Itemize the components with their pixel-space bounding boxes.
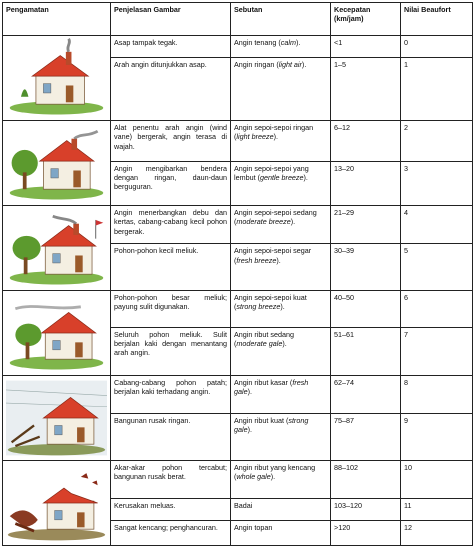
header-penjelasan: Penjelasan Gambar	[111, 3, 231, 36]
observation-description: Alat penentu arah angin (wind vane) bergerak, angin terasa di wajah.	[111, 121, 231, 162]
wind-name-text: Angin ribut kuat (	[234, 416, 289, 426]
beaufort-value: 3	[401, 161, 473, 205]
wind-name-english: whole gale	[236, 472, 271, 482]
table-row	[3, 36, 473, 58]
wind-speed: 62–74	[331, 376, 401, 414]
beaufort-value: 8	[401, 376, 473, 414]
wind-name-text: Angin sepoi-sepoi segar (	[234, 246, 312, 265]
wind-name-tail: ).	[247, 425, 252, 435]
wind-speed: >120	[331, 521, 401, 546]
wind-name	[231, 57, 331, 120]
wind-speed: 6–12	[331, 121, 401, 162]
wind-name-text: Angin sepoi-sepoi yang lembut (	[234, 163, 309, 183]
wind-name	[231, 498, 331, 521]
beaufort-value: 4	[401, 206, 473, 244]
observation-description: Cabang-cabang pohon patah; berjalan kaki terhadang angin.	[111, 376, 231, 414]
beaufort-value: 12	[401, 521, 473, 546]
observation-description: Akar-akar pohon tercabut; bangunan rusak berat.	[111, 461, 231, 499]
beaufort-value: 5	[401, 244, 473, 291]
observation-description: Seluruh pohon meliuk. Sulit berjalan kaki dengan menantang arah angin.	[111, 327, 231, 375]
wind-speed: 51–61	[331, 327, 401, 375]
beaufort-value: 7	[401, 327, 473, 375]
wind-name-tail: ).	[280, 302, 285, 312]
observation-description: Angin mengibarkan bendera dengan ringan, daun-daun berguguran.	[111, 161, 231, 205]
wind-name-english: moderate breeze	[236, 217, 291, 227]
beaufort-value: 2	[401, 121, 473, 162]
wind-speed: 21–29	[331, 206, 401, 244]
wind-name	[231, 327, 331, 375]
wind-speed: <1	[331, 36, 401, 58]
wind-name-tail: ).	[301, 59, 307, 69]
house-tree-smoke-drifting-icon	[3, 121, 111, 206]
wind-name-english: light breeze	[236, 132, 274, 142]
beaufort-scale-table	[2, 2, 473, 546]
wind-name-english: fresh gale	[234, 378, 309, 397]
beaufort-value: 6	[401, 291, 473, 328]
beaufort-value: 11	[401, 498, 473, 521]
house-tree-uprooted-icon	[3, 461, 111, 546]
wind-name-english: strong breeze	[236, 302, 281, 312]
wind-name-text: Angin sepoi-sepoi ringan (	[234, 123, 314, 142]
wind-name-tail: ).	[247, 387, 252, 397]
house-smoke-rising-icon	[3, 36, 111, 121]
wind-name-english: strong gale	[234, 416, 309, 435]
wind-name-text: Angin ringan (	[234, 59, 279, 69]
wind-name	[231, 414, 331, 461]
wind-name-tail: ).	[270, 472, 276, 482]
house-tree-blowing-icon	[3, 291, 111, 376]
wind-name	[231, 376, 331, 414]
house-storm-damage-icon	[3, 376, 111, 461]
observation-description: Kerusakan meluas.	[111, 498, 231, 521]
wind-name	[231, 244, 331, 291]
beaufort-value: 0	[401, 36, 473, 58]
wind-speed: 88–102	[331, 461, 401, 499]
wind-speed: 103–120	[331, 498, 401, 521]
table-row	[3, 291, 473, 328]
wind-name-tail: ).	[303, 173, 308, 183]
wind-name-text: Badai	[234, 500, 253, 510]
wind-name-english: gentle breeze	[259, 173, 304, 183]
header-nilai-beaufort: Nilai Beaufort	[401, 3, 473, 36]
observation-description: Arah angin ditunjukkan asap.	[111, 57, 231, 120]
wind-speed: 1–5	[331, 57, 401, 120]
observation-description: Bangunan rusak ringan.	[111, 414, 231, 461]
table-header-row	[3, 3, 473, 36]
wind-name-text: Angin ribut sedang (	[234, 329, 294, 349]
wind-speed: 30–39	[331, 244, 401, 291]
table-row	[3, 206, 473, 244]
observation-description: Pohon-pohon besar meliuk; payung sulit digunakan.	[111, 291, 231, 328]
header-kecepatan: Kecepatan (km/jam)	[331, 3, 401, 36]
observation-description: Pohon-pohon kecil meliuk.	[111, 244, 231, 291]
wind-name-text: Angin sepoi-sepoi sedang (	[234, 208, 317, 227]
wind-name-tail: ).	[282, 339, 287, 349]
wind-name	[231, 121, 331, 162]
beaufort-value: 1	[401, 57, 473, 120]
wind-speed: 75–87	[331, 414, 401, 461]
wind-speed: 40–50	[331, 291, 401, 328]
observation-description: Angin menerbangkan debu dan kertas, cabang-cabang kecil pohon bergerak.	[111, 206, 231, 244]
wind-name	[231, 291, 331, 328]
wind-name-english: light air	[278, 59, 302, 69]
wind-name-text: Angin ribut kasar (	[234, 378, 293, 387]
wind-name-tail: ).	[273, 132, 278, 142]
wind-name-english: fresh breeze	[236, 255, 277, 265]
wind-name-text: Angin sepoi-sepoi kuat (	[234, 293, 307, 312]
wind-name-tail: ).	[295, 38, 301, 47]
beaufort-value: 9	[401, 414, 473, 461]
house-tree-bent-icon	[3, 206, 111, 291]
wind-name-text: Angin topan	[234, 523, 273, 532]
table-row	[3, 376, 473, 414]
wind-name-tail: ).	[290, 217, 296, 227]
wind-name	[231, 36, 331, 58]
header-sebutan: Sebutan	[231, 3, 331, 36]
observation-description: Asap tampak tegak.	[111, 36, 231, 58]
table-row	[3, 461, 473, 499]
wind-name	[231, 161, 331, 205]
wind-name-text: Angin tenang (	[234, 38, 281, 47]
wind-name-english: calm	[280, 38, 296, 47]
beaufort-value: 10	[401, 461, 473, 499]
header-pengamatan: Pengamatan	[3, 3, 111, 36]
table-row	[3, 121, 473, 162]
wind-name-english: moderate gale	[236, 339, 283, 349]
observation-description: Sangat kencang; penghancuran.	[111, 521, 231, 546]
wind-name-text: Angin ribut yang kencang (	[234, 463, 316, 482]
wind-speed: 13–20	[331, 161, 401, 205]
wind-name	[231, 461, 331, 499]
wind-name	[231, 206, 331, 244]
wind-name	[231, 521, 331, 546]
wind-name-tail: ).	[276, 255, 281, 265]
